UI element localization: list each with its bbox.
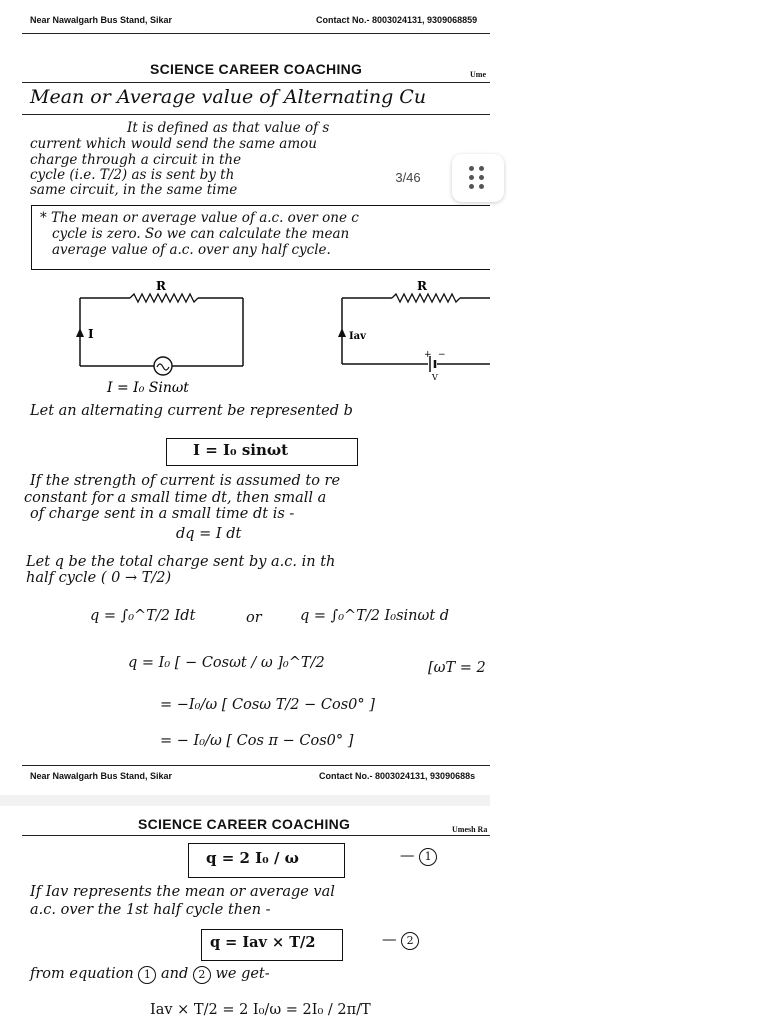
from-equation-line (30, 966, 270, 984)
header-contact: Contact No.- 8003024131, 9309068859 (316, 15, 478, 25)
if-line-3: of charge sent in a small time dt is - (30, 506, 295, 522)
brand-title: SCIENCE CAREER COACHING (138, 816, 351, 832)
solution-step-3: = − I₀/ω [ Cos π − Cos0° ] (160, 733, 354, 749)
circuit-ac (76, 279, 243, 375)
circuit1-current-label: I (88, 327, 94, 341)
iav-line-2: a.c. over the 1st half cycle then - (30, 902, 271, 918)
grid-dots-icon (469, 166, 487, 190)
circuit-dc (338, 279, 490, 382)
integral-equation-1: q = ∫₀^T/2 Idt (90, 608, 196, 624)
brand-rule (22, 835, 490, 836)
integral-or: or (246, 610, 262, 626)
author-name: Ume (470, 70, 486, 79)
svg-text:+: + (424, 350, 432, 360)
note-line-1: * The mean or average value of a.c. over one c (40, 210, 359, 226)
footer-contact: Contact No.- 8003024131, 93090688s (319, 771, 476, 781)
let-q-line-2: half cycle ( 0 → T/2) (26, 570, 172, 586)
header-address: Near Nawalgarh Bus Stand, Sikar (30, 15, 173, 25)
dq-equation: dq = I dt (176, 526, 242, 542)
definition-line-4: cycle (i.e. T/2) as is sent by th (30, 167, 235, 183)
boxed-equation-text: I = I₀ sinωt (193, 441, 289, 459)
circuit1-resistor-label: R (156, 279, 166, 293)
and-text: and (160, 966, 189, 982)
note-line-3: average value of a.c. over any half cycle. (52, 242, 331, 258)
header-rule (22, 33, 490, 34)
brand-title: SCIENCE CAREER COACHING (150, 61, 363, 77)
we-get-text: we get- (215, 966, 270, 982)
solution-step-1-side: [ωT = 2 (428, 660, 486, 676)
author-name: Umesh Ra (452, 825, 488, 834)
brand-rule (22, 82, 490, 83)
footer-rule (22, 765, 490, 766)
footer-address: Near Nawalgarh Bus Stand, Sikar (30, 771, 173, 781)
boxed-q-text: q = 2 I₀ / ω (206, 849, 299, 867)
svg-text:−: − (438, 350, 446, 360)
if-line-1: If the strength of current is assumed to re (30, 473, 341, 489)
solution-step-2: = −I₀/ω [ Cosω T/2 − Cos0° ] (160, 697, 375, 713)
from-eq2-ref: 2 (193, 966, 211, 984)
definition-line-5: same circuit, in the same time (30, 182, 238, 198)
pdf-page-3 (0, 0, 490, 795)
page-gap (0, 795, 490, 806)
circuit2-resistor-label: R (417, 279, 427, 293)
circuit-diagrams (0, 270, 490, 400)
integral-equation-2: q = ∫₀^T/2 I₀sinωt d (300, 608, 450, 624)
circuit1-equation: I = I₀ Sinωt (107, 380, 189, 396)
note-line-2: cycle is zero. So we can calculate the mean (52, 226, 350, 242)
equation-1-number: 1 (419, 848, 437, 866)
viewer-background (490, 0, 768, 1024)
current-arrow-icon (338, 328, 346, 337)
circuit2-current-label: Iav (349, 331, 366, 342)
if-line-2: constant for a small time dt, then small a (24, 490, 327, 506)
page-title: Mean or Average value of Alternating Cu (30, 86, 427, 108)
grid-menu-button[interactable] (452, 154, 504, 202)
title-underline (22, 114, 490, 115)
solution-step-1: q = I₀ [ − Cosωt / ω ]₀^T/2 (128, 655, 325, 671)
let-q-line-1: Let q be the total charge sent by a.c. in th (26, 554, 336, 570)
page-indicator: 3/46 (383, 162, 433, 192)
from-eq1-ref: 1 (138, 966, 156, 984)
from-text: from equation (30, 966, 134, 982)
definition-line-1: It is defined as that value of s (127, 120, 330, 136)
circuit2-voltage-label: V (432, 373, 438, 382)
resistor-icon (130, 294, 198, 302)
final-equation: Iav × T/2 = 2 I₀/ω = 2I₀ / 2π/T (150, 1002, 371, 1018)
current-arrow-icon (76, 328, 84, 337)
pdf-page-4 (0, 806, 490, 1024)
resistor-icon (392, 294, 460, 302)
definition-line-3: charge through a circuit in the (30, 152, 242, 168)
definition-line-2: current which would send the same amou (30, 136, 317, 152)
equation-2-number: 2 (401, 932, 419, 950)
let-line: Let an alternating current be represented b (30, 403, 353, 419)
equation-2-marker: — 2 (382, 932, 419, 950)
boxed-q2-text: q = Iav × T/2 (210, 934, 316, 951)
equation-1-marker: — 1 (400, 848, 437, 866)
iav-line-1: If Iav represents the mean or average val (30, 884, 335, 900)
